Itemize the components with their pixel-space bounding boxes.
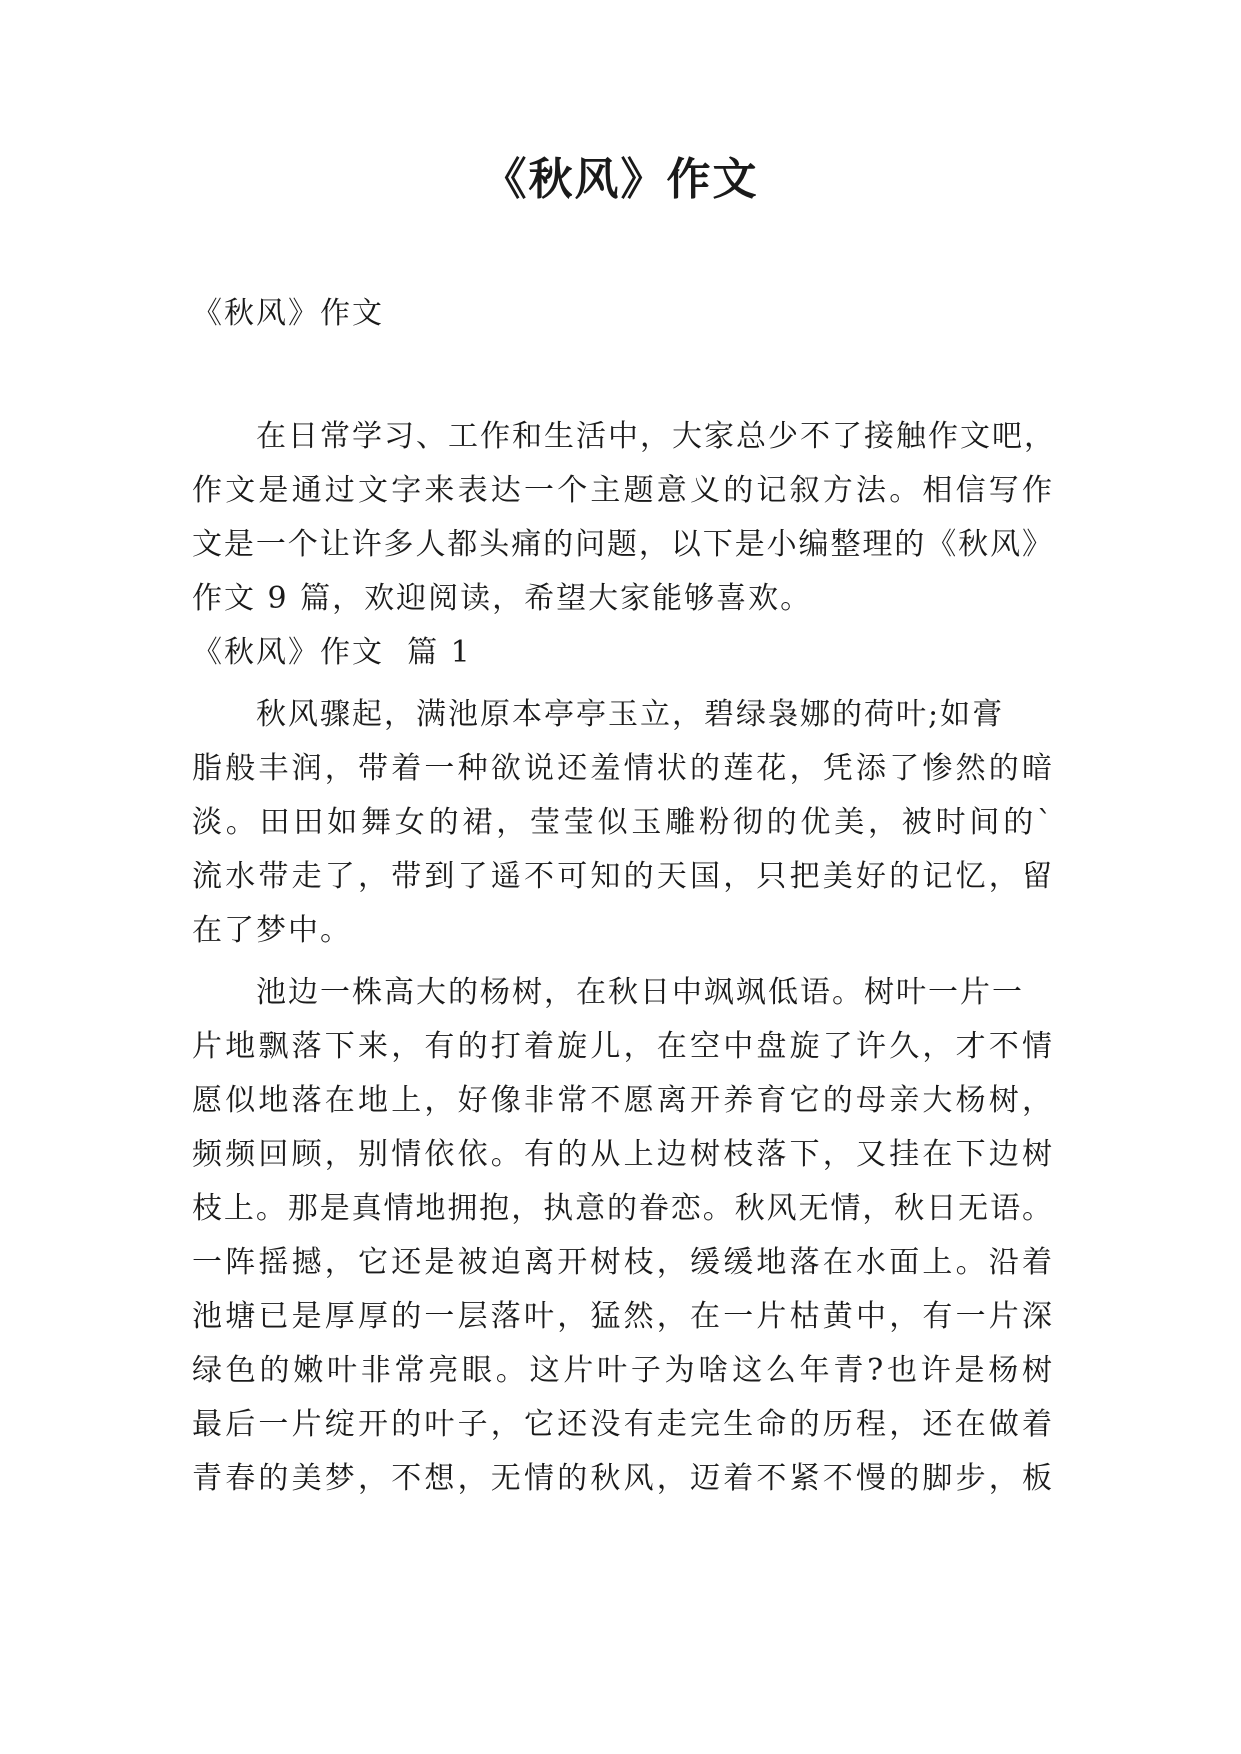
paragraph-line: 在了梦中。: [192, 913, 352, 948]
paragraph-line: 秋风骤起，满池原本亭亭玉立，碧绿袅娜的荷叶;如膏: [256, 697, 1005, 732]
paragraph-line: 流水带走了，带到了遥不可知的天国，只把美好的记忆，留: [192, 859, 1052, 894]
document-title: 《秋风》作文: [482, 154, 759, 205]
paragraph-line: 脂般丰润，带着一种欲说还羞情状的莲花，凭添了惨然的暗: [192, 751, 1052, 786]
paragraph-line: 绿色的嫩叶非常亮眼。这片叶子为啥这么年青?也许是杨树: [192, 1353, 1052, 1388]
paragraph-line: 青春的美梦，不想，无情的秋风，迈着不紧不慢的脚步，板: [192, 1461, 1052, 1496]
paragraph-line: 频频回顾，别情依依。有的从上边树枝落下，又挂在下边树: [192, 1137, 1052, 1172]
document-subtitle: 《秋风》作文: [192, 296, 384, 331]
paragraph-line: 池边一株高大的杨树，在秋日中飒飒低语。树叶一片一: [256, 975, 1024, 1010]
document-body: [192, 410, 1056, 1506]
paragraph-line: 一阵摇撼，它还是被迫离开树枝，缓缓地落在水面上。沿着: [192, 1245, 1052, 1280]
paragraph-line: 作文是通过文字来表达一个主题意义的记叙方法。相信写作: [192, 473, 1052, 508]
paragraph-line: 愿似地落在地上，好像非常不愿离开养育它的母亲大杨树，: [192, 1083, 1052, 1118]
paragraph-line: 作文 9 篇，欢迎阅读，希望大家能够喜欢。: [192, 581, 813, 616]
section-heading: 《秋风》作文 篇 1: [192, 635, 472, 670]
paragraph-line: 在日常学习、工作和生活中，大家总少不了接触作文吧，: [256, 419, 1056, 454]
paragraph-line: 池塘已是厚厚的一层落叶，猛然，在一片枯黄中，有一片深: [192, 1299, 1052, 1334]
paragraph-line: 淡。田田如舞女的裙，莹莹似玉雕粉彻的优美，被时间的`: [192, 805, 1052, 840]
paragraph-line: 文是一个让许多人都头痛的问题，以下是小编整理的《秋风》: [192, 527, 1052, 562]
paragraph-line: 片地飘落下来，有的打着旋儿，在空中盘旋了许久，才不情: [192, 1029, 1052, 1064]
paragraph-line: 最后一片绽开的叶子，它还没有走完生命的历程，还在做着: [192, 1407, 1052, 1442]
paragraph-line: 枝上。那是真情地拥抱，执意的眷恋。秋风无情，秋日无语。: [192, 1191, 1052, 1226]
